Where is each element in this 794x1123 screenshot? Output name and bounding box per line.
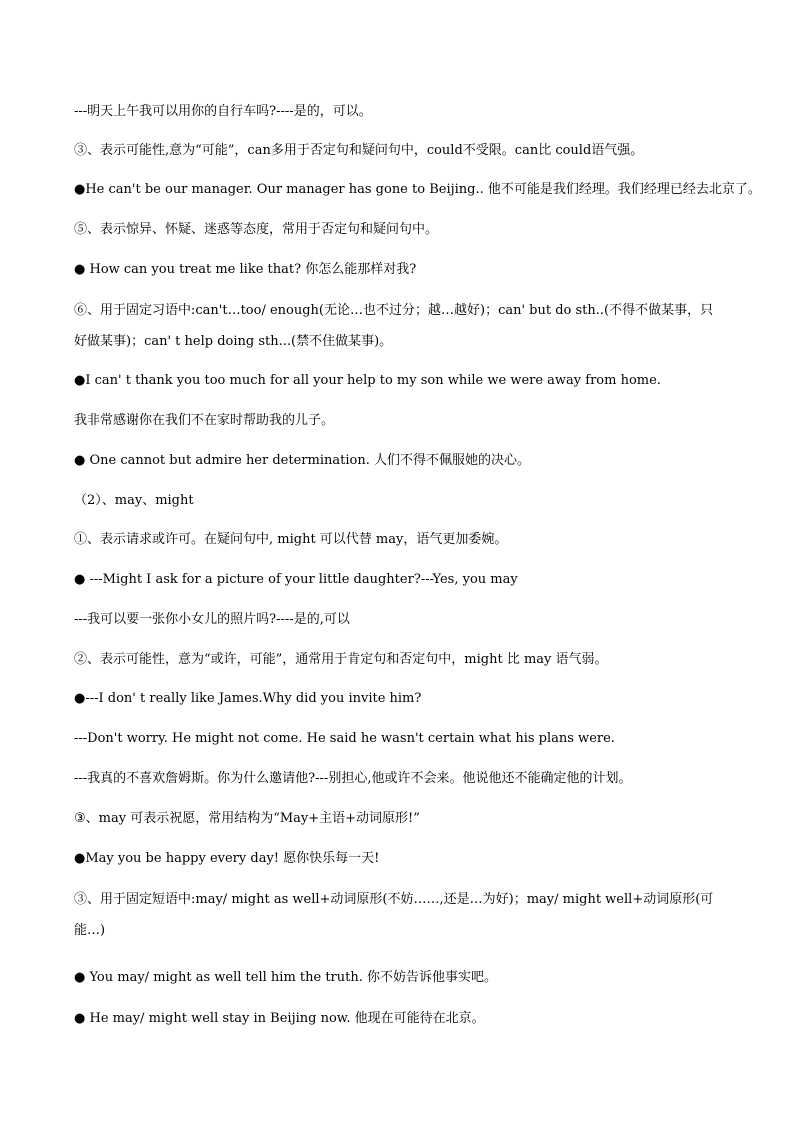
text-line-18: ③、may 可表示祝愿，常用结构为“May+主语+动词原形!” (74, 811, 420, 826)
section-heading-may-might: （2）、may、might (74, 493, 194, 508)
text-line-21: ● You may/ might as well tell him the truth. 你不妨告诉他事实吧。 (74, 970, 498, 985)
text-line-13: ---我可以要一张你小女儿的照片吗?----是的,可以 (74, 612, 350, 627)
text-line-17: ---我真的不喜欢詹姆斯。你为什么邀请他?---别担心,他或许不会来。他说他还不能确定他的计划。 (74, 771, 632, 786)
text-line-4: ⑤、表示惊异、怀疑、迷惑等态度，常用于否定句和疑问句中。 (74, 222, 439, 237)
text-line-9: ● One cannot but admire her determination. 人们不得不佩服她的决心。 (74, 453, 530, 468)
text-line-22: ● He may/ might well stay in Beijing now. 他现在可能待在北京。 (74, 1011, 485, 1026)
text-line-19: ●May you be happy every day! 愿你快乐每一天! (74, 851, 380, 866)
text-line-14: ②、表示可能性，意为“或许，可能”，通常用于肯定句和否定句中，might 比 may 语气弱。 (74, 652, 608, 667)
text-line-16: ---Don't worry. He might not come. He said he wasn't certain what his plans were. (74, 731, 615, 746)
text-line-8: 我非常感谢你在我们不在家时帮助我的儿子。 (74, 413, 335, 428)
text-line-15: ●---I don' t really like James.Why did you invite him? (74, 691, 422, 706)
text-line-12: ● ---Might I ask for a picture of your little daughter?---Yes, you may (74, 572, 518, 587)
text-paragraph-20: ③、用于固定短语中:may/ might as well+动词原形(不妨……,还是…为好)；may/ might well+动词原形(可能…) (74, 892, 714, 938)
text-line-3: ●He can't be our manager. Our manager has gone to Beijing.. 他不可能是我们经理。我们经理已经去北京了。 (74, 182, 761, 197)
text-paragraph-6: ⑥、用于固定习语中:can't…too/ enough(无论…也不过分；越…越好)；can' but do sth..(不得不做某事，只好做某事)；can' t help doing sth...(禁不住做某事)。 (74, 303, 714, 349)
text-line-7: ●I can' t thank you too much for all your help to my son while we were away from home. (74, 373, 661, 388)
text-line-2: ③、表示可能性,意为“可能”，can多用于否定句和疑问句中，could不受限。can比 could语气强。 (74, 143, 644, 158)
text-line-11: ①、表示请求或许可。在疑问句中, might 可以代替 may，语气更加委婉。 (74, 532, 508, 547)
text-line-1: ---明天上午我可以用你的自行车吗?----是的，可以。 (74, 104, 372, 119)
text-line-5: ● How can you treat me like that? 你怎么能那样对我? (74, 262, 417, 277)
